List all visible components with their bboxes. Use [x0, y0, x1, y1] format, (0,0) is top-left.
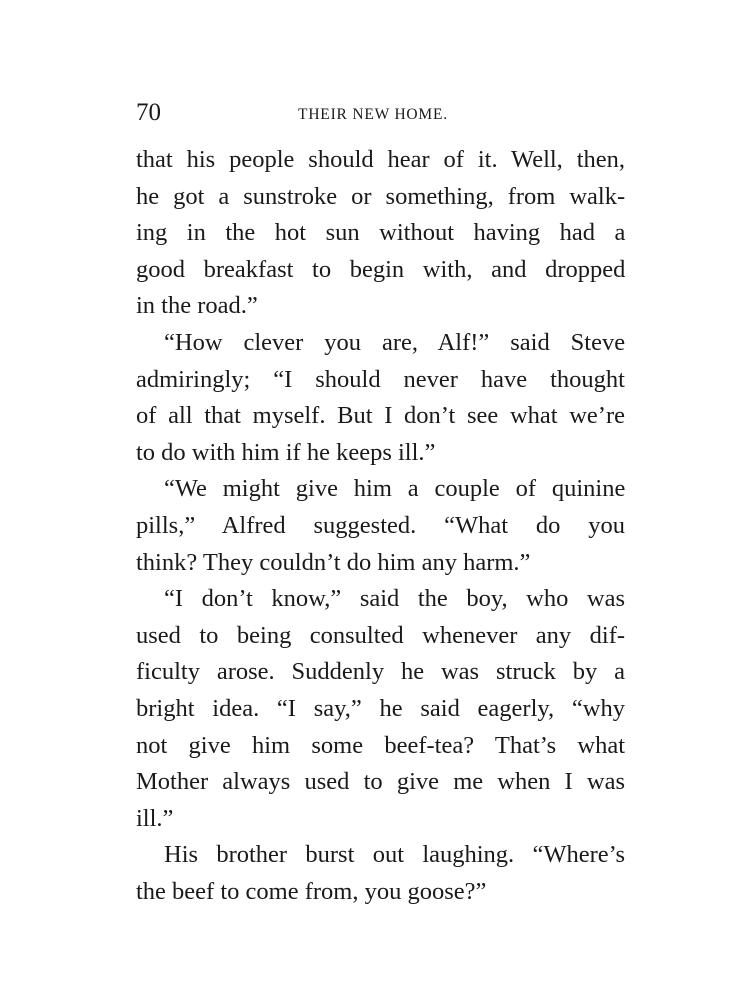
- paragraph: [136, 325, 625, 471]
- body-text: [136, 142, 625, 910]
- text-line: bright idea. “I say,” he said eagerly, “why: [136, 694, 625, 722]
- text-line: “I don’t know,” said the boy, who was: [164, 585, 626, 613]
- text-line: ill.”: [136, 804, 174, 832]
- text-line: of all that myself. But I don’t see what we’re: [136, 402, 625, 430]
- text-line: to do with him if he keeps ill.”: [136, 438, 436, 466]
- page-header: [136, 98, 624, 132]
- text-line: pills,” Alfred suggested. “What do you: [136, 511, 625, 539]
- text-line: he got a sunstroke or something, from walk-: [136, 182, 626, 210]
- text-line: not give him some beef-tea? That’s what: [136, 731, 625, 759]
- text-line: in the road.”: [136, 292, 258, 320]
- paragraph: [136, 581, 625, 837]
- text-line: His brother burst out laughing. “Where’s: [164, 841, 625, 869]
- text-line: that his people should hear of it. Well, then,: [136, 146, 625, 173]
- text-line: “How clever you are, Alf!” said Steve: [164, 328, 626, 356]
- text-line: admiringly; “I should never have thought: [136, 365, 625, 393]
- text-line: “We might give him a couple of quinine: [164, 475, 626, 503]
- text-line: used to being consulted whenever any dif-: [136, 621, 626, 649]
- paragraph: [136, 471, 625, 581]
- running-head: THEIR NEW HOME.: [298, 106, 448, 123]
- text-line: good breakfast to begin with, and dropped: [136, 255, 626, 283]
- text-line: Mother always used to give me when I was: [136, 768, 625, 796]
- text-line: the beef to come from, you goose?”: [136, 877, 487, 905]
- paragraph: [136, 142, 625, 325]
- page-number: 70: [136, 99, 161, 126]
- text-line: think? They couldn’t do him any harm.”: [136, 548, 531, 576]
- text-line: ing in the hot sun without having had a: [136, 219, 626, 247]
- paragraph: [136, 837, 625, 910]
- text-line: ficulty arose. Suddenly he was struck by a: [136, 658, 625, 686]
